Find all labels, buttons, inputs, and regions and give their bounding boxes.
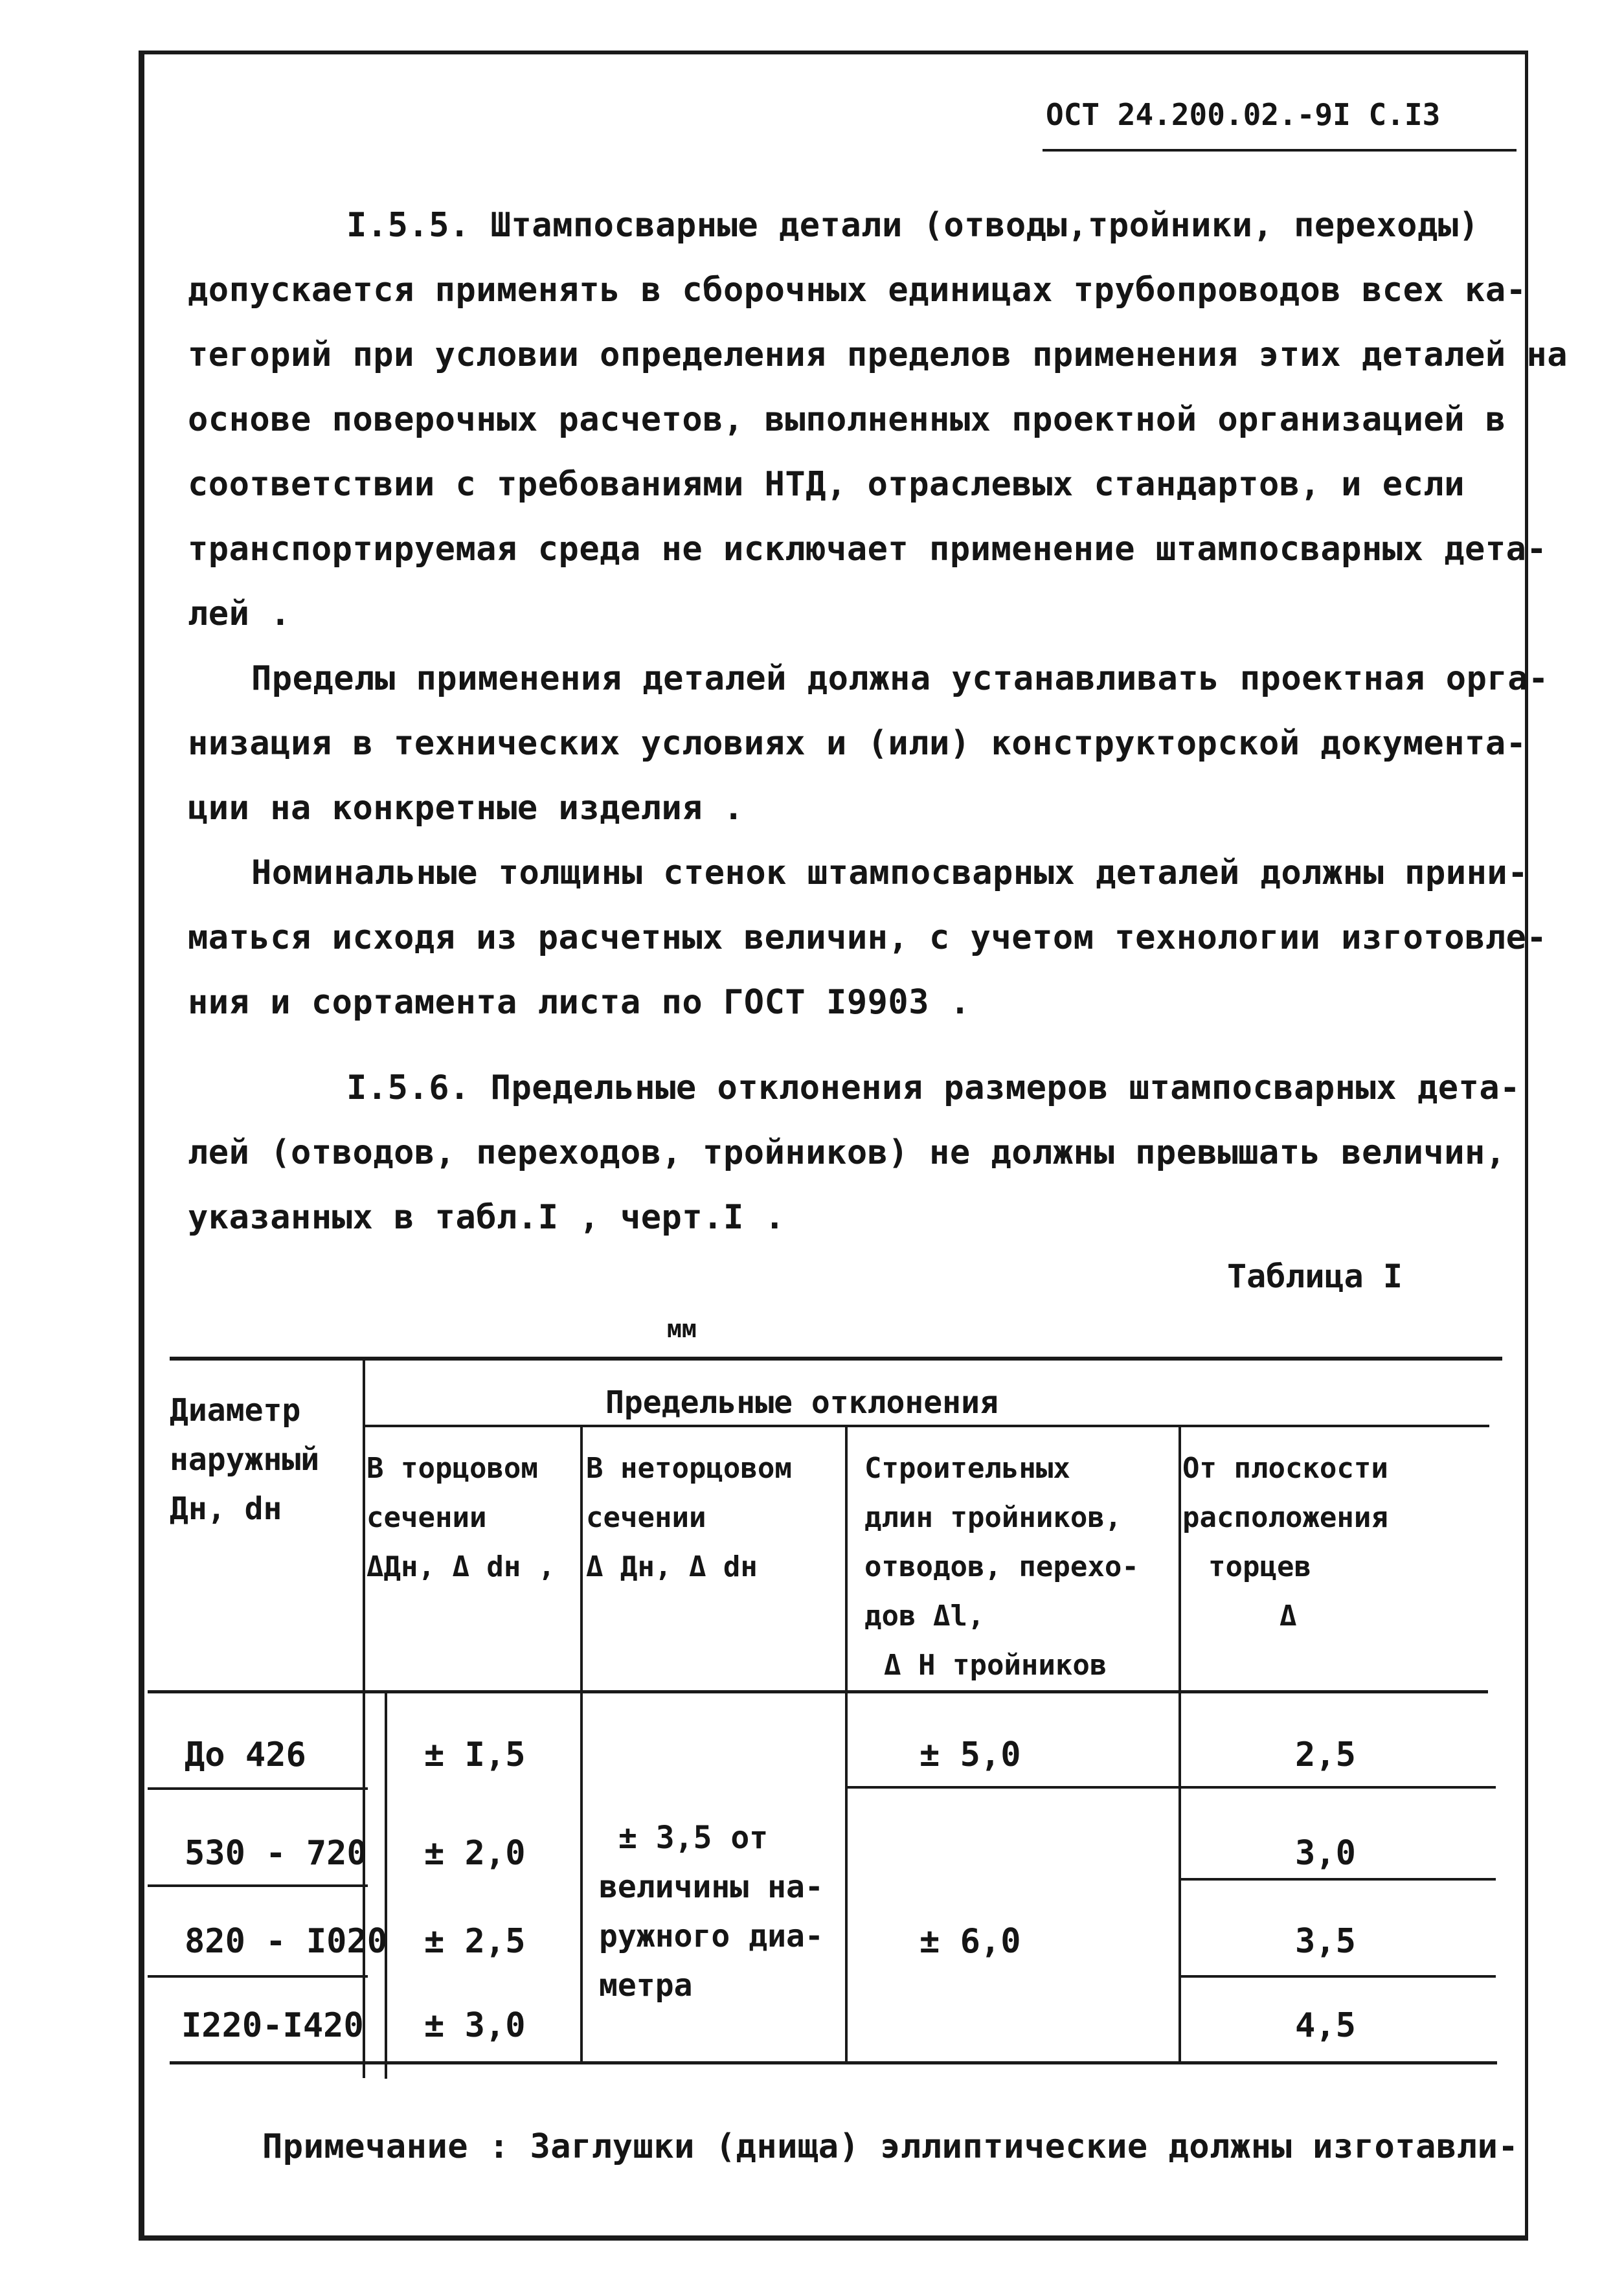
construction-length-value: ± 5,0: [919, 1736, 1021, 1774]
column-rule: [1179, 1426, 1181, 2064]
text-line: лей (отводов, переходов, тройников) не должны превышать величин,: [188, 1133, 1506, 1172]
construction-length-value: ± 6,0: [919, 1922, 1021, 1961]
header-ends-plane: От плоскости расположения торцев Δ: [1182, 1452, 1388, 1633]
footnote: Примечание : Заглушки (днища) эллиптические должны изготавли-: [262, 2127, 1519, 2166]
row-ends-plane: 2,5: [1295, 1736, 1356, 1774]
text-line: низация в технических условиях и (или) конструкторской документа-: [188, 724, 1527, 763]
text-line: допускается применять в сборочных единицах трубопроводов всех ка-: [188, 271, 1527, 310]
text-line: основе поверочных расчетов, выполненных проектной организацией в: [188, 400, 1506, 439]
column-rule: [363, 1361, 365, 2078]
table-caption: Таблица I: [1227, 1258, 1403, 1295]
row-end-section: ± I,5: [424, 1736, 526, 1774]
table-unit: мм: [667, 1315, 697, 1343]
row-rule: [1179, 1878, 1496, 1881]
text-line: ции на конкретные изделия .: [188, 789, 744, 828]
column-rule: [845, 1426, 848, 2064]
header-construction-lengths: Строительных длин тройников, отводов, перехо- дов Δl, Δ Н тройников: [864, 1452, 1139, 1682]
header-non-end-section: В неторцовом сечении Δ Дн, Δ dн: [586, 1452, 792, 1583]
document-code: ОСТ 24.200.02.-9I С.I3: [1046, 97, 1441, 132]
header-underline: [1043, 149, 1517, 152]
text-line: ния и сортамента листа по ГОСТ I9903 .: [188, 983, 971, 1022]
row-rule: [148, 1975, 368, 1978]
text-line: лей .: [188, 594, 291, 633]
text-line: транспортируемая среда не исключает применение штампосварных дета-: [188, 530, 1548, 569]
row-diameter: 820 - I020: [185, 1922, 388, 1961]
text-line: соответствии с требованиями НТД, отраслевых стандартов, и если: [188, 465, 1465, 504]
row-diameter: До 426: [185, 1736, 306, 1774]
header-limit-deviations: Предельные отклонения: [605, 1385, 998, 1421]
row-ends-plane: 4,5: [1295, 2006, 1356, 2045]
row-diameter: 530 - 720: [185, 1834, 367, 1873]
header-end-section: В торцовом сечении ΔДн, Δ dн ,: [367, 1452, 556, 1583]
text-line: Пределы применения деталей должна устанавливать проектная орга-: [251, 659, 1549, 698]
header-diameter: Диаметр наружный Дн, dн: [170, 1392, 320, 1527]
text-line: указанных в табл.I , черт.I .: [188, 1198, 785, 1237]
row-ends-plane: 3,0: [1295, 1834, 1356, 1873]
row-end-section: ± 2,5: [424, 1922, 526, 1961]
non-end-section-value: ± 3,5 от величины на- ружного диа- метра: [599, 1820, 824, 2004]
column-rule: [385, 1690, 387, 2079]
row-rule: [845, 1786, 1496, 1789]
row-end-section: ± 2,0: [424, 1834, 526, 1873]
row-rule: [148, 1787, 368, 1790]
row-ends-plane: 3,5: [1295, 1922, 1356, 1961]
row-diameter: I220-I420: [181, 2006, 364, 2045]
table-bottom-rule: [170, 2061, 1497, 2064]
text-line: тегорий при условии определения пределов применения этих деталей на: [188, 335, 1568, 374]
text-line: I.5.6. Предельные отклонения размеров штампосварных дета-: [346, 1069, 1520, 1107]
header-bottom-rule: [148, 1690, 1488, 1693]
row-end-section: ± 3,0: [424, 2006, 526, 2045]
text-line: Номинальные толщины стенок штампосварных деталей должны прини-: [251, 854, 1529, 892]
column-rule: [580, 1426, 583, 2064]
row-rule: [1179, 1975, 1496, 1978]
text-line: I.5.5. Штампосварные детали (отводы,тройники, переходы): [346, 206, 1480, 245]
table-top-rule: [170, 1357, 1502, 1361]
text-line: маться исходя из расчетных величин, с учетом технологии изготовле-: [188, 918, 1548, 957]
row-rule: [148, 1884, 368, 1887]
